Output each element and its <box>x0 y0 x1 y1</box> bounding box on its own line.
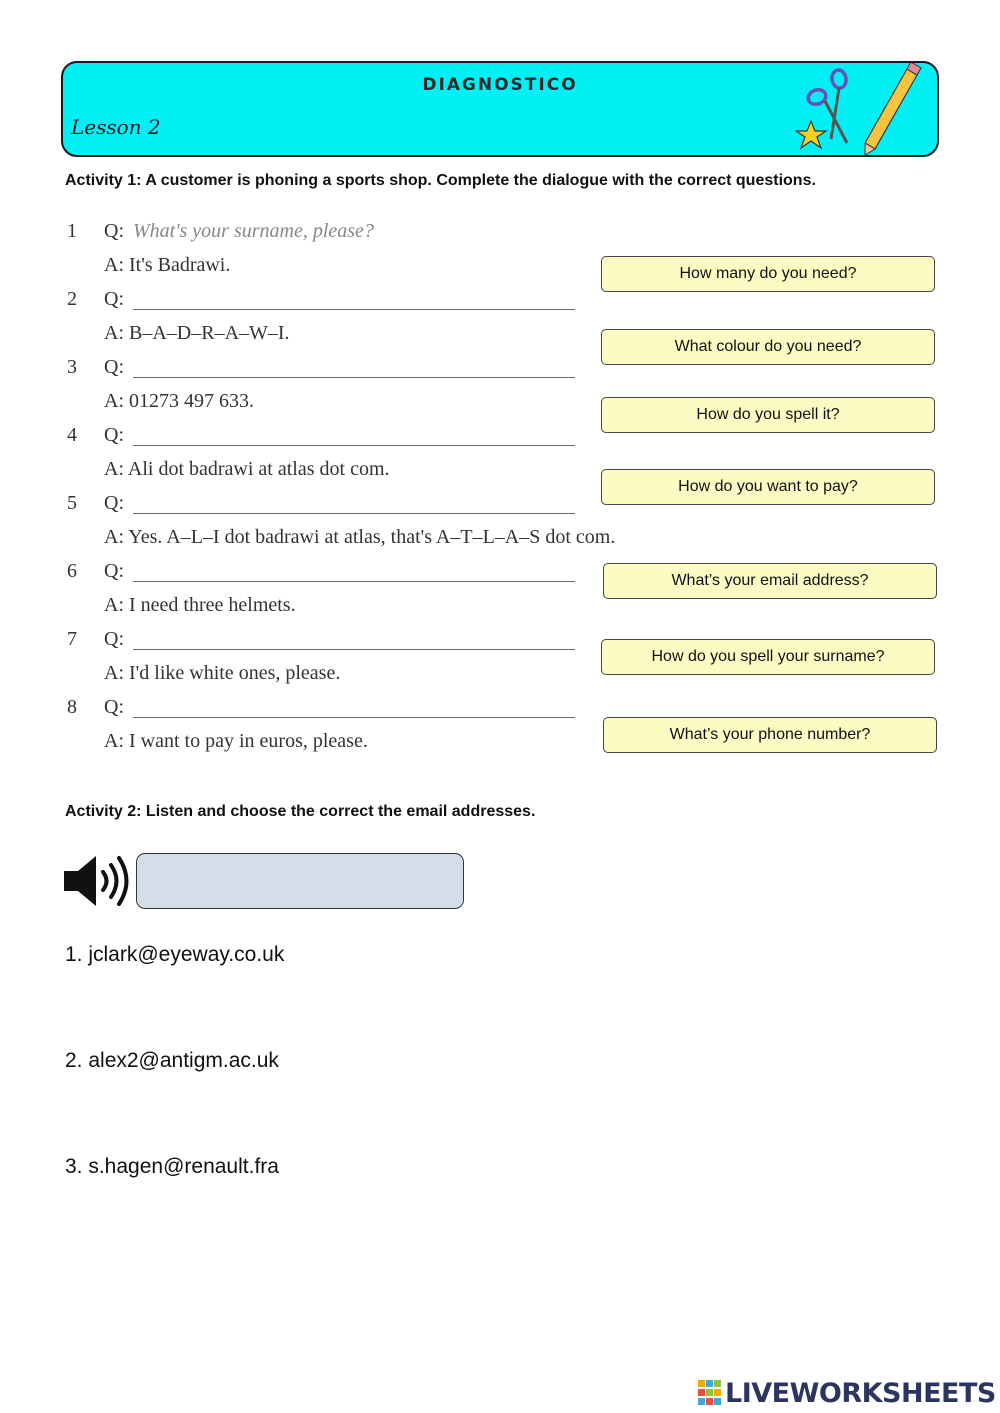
question-number: 6 <box>67 560 77 582</box>
activity2-title: Activity 2: Listen and choose the correct the email addresses. <box>65 803 536 820</box>
option-how-many[interactable]: How many do you need? <box>601 256 935 292</box>
question-label: Q: <box>104 696 124 718</box>
question-label: Q: <box>104 560 124 582</box>
question-label: Q: <box>104 288 124 310</box>
question-label: Q: <box>104 424 124 446</box>
option-how-spell-it[interactable]: How do you spell it? <box>601 397 935 433</box>
logo-grid-icon <box>698 1380 722 1406</box>
answer-text: A: I need three helmets. <box>104 594 296 616</box>
answer-text: A: It's Badrawi. <box>104 254 231 276</box>
example-question: What's your surname, please? <box>133 220 374 242</box>
logo-text: LIVEWORKSHEETS <box>725 1377 996 1409</box>
answer-text: A: I'd like white ones, please. <box>104 662 341 684</box>
liveworksheets-logo <box>698 1376 996 1410</box>
page-title: DIAGNOSTICO <box>422 75 578 95</box>
activity1-title: Activity 1: A customer is phoning a sports shop. Complete the dialogue with the correct questions. <box>65 172 816 189</box>
answer-drop-zone-2[interactable] <box>133 309 575 310</box>
answer-text: A: B–A–D–R–A–W–I. <box>104 322 290 344</box>
answer-text: A: 01273 497 633. <box>104 390 254 412</box>
question-number: 7 <box>67 628 77 650</box>
option-phone-number[interactable]: What’s your phone number? <box>603 717 937 753</box>
question-number: 1 <box>67 220 77 242</box>
question-label: Q: <box>104 492 124 514</box>
option-email-address[interactable]: What’s your email address? <box>603 563 937 599</box>
answer-drop-zone-7[interactable] <box>133 649 575 650</box>
lesson-label: Lesson 2 <box>71 115 161 139</box>
answer-drop-zone-3[interactable] <box>133 377 575 378</box>
email-option-3[interactable]: 3. s.hagen@renault.fra <box>65 1155 279 1178</box>
answer-drop-zone-4[interactable] <box>133 445 575 446</box>
answer-drop-zone-5[interactable] <box>133 513 575 514</box>
option-spell-surname[interactable]: How do you spell your surname? <box>601 639 935 675</box>
speaker-icon[interactable] <box>62 853 134 909</box>
answer-text: A: I want to pay in euros, please. <box>104 730 368 752</box>
answer-drop-zone-6[interactable] <box>133 581 575 582</box>
option-what-colour[interactable]: What colour do you need? <box>601 329 935 365</box>
answer-drop-zone-8[interactable] <box>133 717 575 718</box>
email-option-1[interactable]: 1. jclark@eyeway.co.uk <box>65 943 285 966</box>
question-number: 4 <box>67 424 77 446</box>
scissors-pencil-star-icon <box>795 63 935 155</box>
question-number: 2 <box>67 288 77 310</box>
answer-text: A: Ali dot badrawi at atlas dot com. <box>104 458 390 480</box>
question-number: 8 <box>67 696 77 718</box>
question-label: Q: <box>104 220 124 242</box>
email-option-2[interactable]: 2. alex2@antigm.ac.uk <box>65 1049 279 1072</box>
question-number: 3 <box>67 356 77 378</box>
header-banner <box>61 61 939 157</box>
audio-player[interactable] <box>136 853 464 909</box>
option-how-pay[interactable]: How do you want to pay? <box>601 469 935 505</box>
question-number: 5 <box>67 492 77 514</box>
question-label: Q: <box>104 628 124 650</box>
answer-text: A: Yes. A–L–I dot badrawi at atlas, that's A–T–L–A–S dot com. <box>104 526 616 548</box>
question-label: Q: <box>104 356 124 378</box>
